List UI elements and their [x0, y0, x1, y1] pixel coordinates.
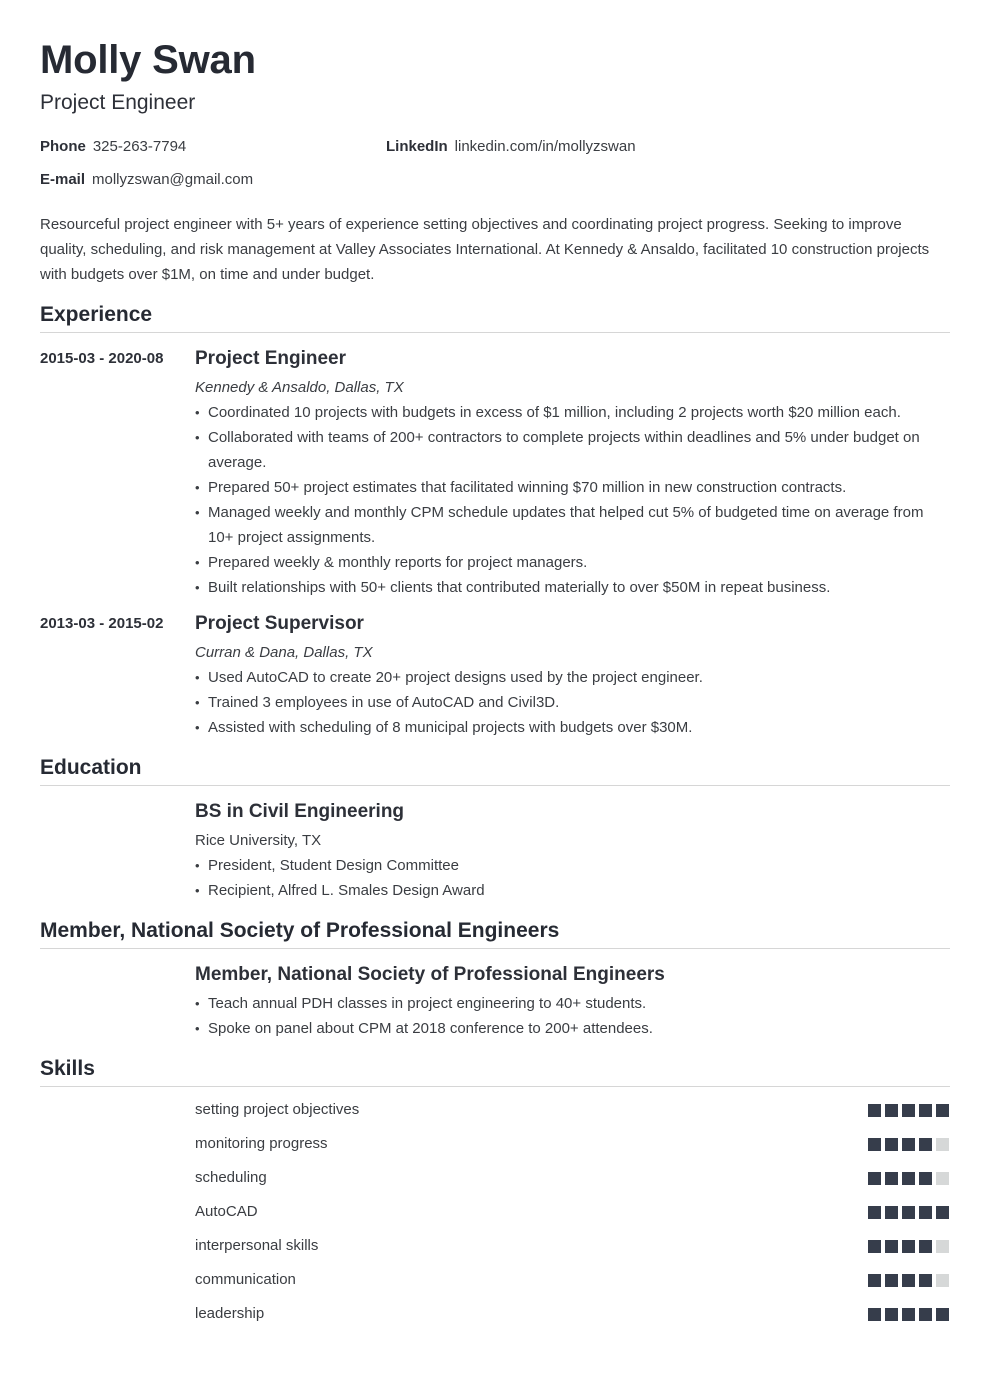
email-value[interactable]: mollyzswan@gmail.com	[92, 171, 254, 188]
skill-name: AutoCAD	[195, 1203, 258, 1220]
skill-row	[195, 1132, 950, 1166]
section-heading-education: Education	[40, 755, 950, 786]
summary-paragraph: Resourceful project engineer with 5+ years of experience setting objectives and coordinating project progress. Seeking to improve quality, scheduling, and risk management at Valley Associates International. At Kennedy & Ansaldo, facilitated 10 construction projects with budgets over $1M, on time and under budget.	[40, 216, 930, 283]
contact-phone	[40, 138, 186, 156]
bullet-item: • Coordinated 10 projects with budgets in excess of $1 million, including 2 projects worth $20 million each.	[195, 400, 935, 425]
rating-square-filled-icon	[868, 1206, 881, 1219]
rating-square-filled-icon	[868, 1138, 881, 1151]
rating-square-filled-icon	[902, 1274, 915, 1287]
skill-row	[195, 1268, 950, 1302]
candidate-title: Project Engineer	[40, 91, 196, 114]
entry-bullets	[195, 400, 950, 600]
rating-square-filled-icon	[919, 1172, 932, 1185]
bullet-item: • Collaborated with teams of 200+ contractors to complete projects within deadlines and 5% under budget on average.	[195, 425, 935, 475]
education-school: Rice University, TX	[195, 832, 322, 849]
entry-bullets	[195, 853, 950, 903]
rating-square-empty-icon	[936, 1240, 949, 1253]
contact-email	[40, 171, 253, 189]
rating-square-filled-icon	[885, 1104, 898, 1117]
entry-dates: 2015-03 - 2020-08	[40, 350, 164, 367]
section-heading-experience: Experience	[40, 302, 950, 333]
section-heading-membership: Member, National Society of Professional Engineers	[40, 918, 950, 949]
education-degree: BS in Civil Engineering	[195, 801, 405, 822]
skills-list	[195, 1098, 950, 1336]
skill-row	[195, 1166, 950, 1200]
entry-org: Curran & Dana, Dallas, TX	[195, 644, 373, 661]
skill-rating	[868, 1172, 949, 1185]
linkedin-value[interactable]: linkedin.com/in/mollyzswan	[454, 138, 636, 155]
rating-square-filled-icon	[885, 1206, 898, 1219]
skill-rating	[868, 1308, 949, 1321]
bullet-item: • Trained 3 employees in use of AutoCAD and Civil3D.	[195, 690, 935, 715]
rating-square-filled-icon	[902, 1104, 915, 1117]
bullet-item: • Assisted with scheduling of 8 municipal projects with budgets over $30M.	[195, 715, 935, 740]
skill-rating	[868, 1240, 949, 1253]
rating-square-filled-icon	[919, 1308, 932, 1321]
skill-name: interpersonal skills	[195, 1237, 319, 1254]
rating-square-filled-icon	[902, 1206, 915, 1219]
skill-name: monitoring progress	[195, 1135, 328, 1152]
rating-square-filled-icon	[868, 1274, 881, 1287]
skill-name: communication	[195, 1271, 296, 1288]
entry-org: Kennedy & Ansaldo, Dallas, TX	[195, 379, 404, 396]
membership-title: Member, National Society of Professional Engineers	[195, 964, 665, 985]
bullet-item: • Prepared 50+ project estimates that facilitated winning $70 million in new construction contracts.	[195, 475, 935, 500]
rating-square-filled-icon	[885, 1138, 898, 1151]
rating-square-filled-icon	[885, 1274, 898, 1287]
entry-bullets	[195, 665, 950, 740]
bullet-item: • Spoke on panel about CPM at 2018 conference to 200+ attendees.	[195, 1016, 935, 1041]
rating-square-filled-icon	[868, 1104, 881, 1117]
skill-rating	[868, 1138, 949, 1151]
skill-rating	[868, 1274, 949, 1287]
rating-square-filled-icon	[885, 1172, 898, 1185]
skill-rating	[868, 1104, 949, 1117]
rating-square-filled-icon	[936, 1206, 949, 1219]
rating-square-filled-icon	[902, 1138, 915, 1151]
rating-square-empty-icon	[936, 1274, 949, 1287]
rating-square-filled-icon	[919, 1206, 932, 1219]
linkedin-label: LinkedIn	[386, 138, 448, 155]
entry-dates: 2013-03 - 2015-02	[40, 615, 164, 632]
rating-square-empty-icon	[936, 1138, 949, 1151]
rating-square-filled-icon	[885, 1240, 898, 1253]
rating-square-filled-icon	[885, 1308, 898, 1321]
skill-rating	[868, 1206, 949, 1219]
candidate-name: Molly Swan	[40, 38, 256, 82]
bullet-item: • Recipient, Alfred L. Smales Design Award	[195, 878, 935, 903]
skill-row	[195, 1098, 950, 1132]
entry-role: Project Engineer	[195, 348, 346, 369]
bullet-item: • President, Student Design Committee	[195, 853, 935, 878]
rating-square-filled-icon	[868, 1308, 881, 1321]
bullet-item: • Built relationships with 50+ clients that contributed materially to over $50M in repeat business.	[195, 575, 935, 600]
rating-square-filled-icon	[919, 1240, 932, 1253]
skill-name: leadership	[195, 1305, 265, 1322]
entry-bullets	[195, 991, 950, 1041]
rating-square-filled-icon	[919, 1138, 932, 1151]
phone-value: 325-263-7794	[92, 138, 187, 155]
email-label: E-mail	[40, 171, 86, 188]
skill-row	[195, 1302, 950, 1336]
skill-name: scheduling	[195, 1169, 267, 1186]
bullet-item: • Prepared weekly & monthly reports for project managers.	[195, 550, 935, 575]
rating-square-filled-icon	[902, 1172, 915, 1185]
contact-linkedin	[386, 138, 636, 156]
rating-square-filled-icon	[919, 1274, 932, 1287]
bullet-item: • Teach annual PDH classes in project engineering to 40+ students.	[195, 991, 935, 1016]
rating-square-filled-icon	[936, 1104, 949, 1117]
phone-label: Phone	[40, 138, 86, 155]
skill-row	[195, 1234, 950, 1268]
skill-row	[195, 1200, 950, 1234]
section-heading-skills: Skills	[40, 1056, 950, 1087]
rating-square-empty-icon	[936, 1172, 949, 1185]
rating-square-filled-icon	[868, 1172, 881, 1185]
rating-square-filled-icon	[902, 1240, 915, 1253]
skill-name: setting project objectives	[195, 1101, 360, 1118]
rating-square-filled-icon	[936, 1308, 949, 1321]
rating-square-filled-icon	[902, 1308, 915, 1321]
rating-square-filled-icon	[919, 1104, 932, 1117]
rating-square-filled-icon	[868, 1240, 881, 1253]
bullet-item: • Used AutoCAD to create 20+ project designs used by the project engineer.	[195, 665, 935, 690]
bullet-item: • Managed weekly and monthly CPM schedule updates that helped cut 5% of budgeted time on average from 10+ project assignments.	[195, 500, 935, 550]
entry-role: Project Supervisor	[195, 613, 364, 634]
